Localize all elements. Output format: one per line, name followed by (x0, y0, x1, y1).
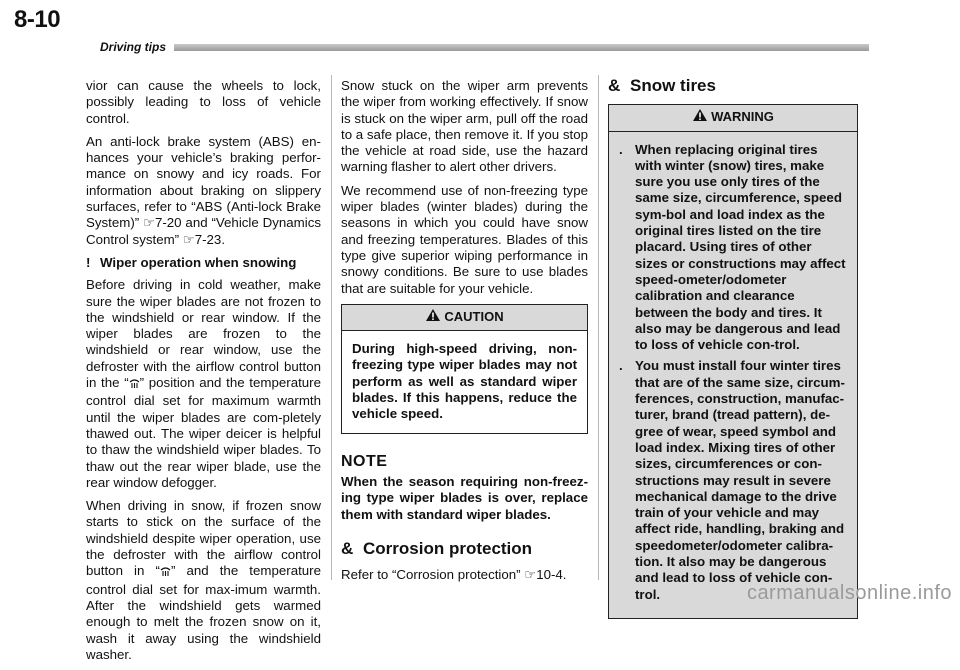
page-header (14, 6, 960, 54)
section-marker: & (608, 76, 621, 95)
warning-item (619, 358, 847, 602)
column-divider (331, 75, 332, 580)
column-right (608, 78, 858, 627)
bullet: . (619, 358, 623, 374)
heading-label: Corrosion protection (363, 538, 533, 558)
paragraph-winter-blades: We recommend use of non-freezing type wiper blades (winter blades) during the seasons in which you could have snow and freezing temperatures. Blades of this type give superior wiping performance in snowy conditions. Be sure to use blades that are suitable for your vehicle. (341, 182, 588, 296)
subheading-wiper (86, 255, 321, 271)
heading-snow-tires (608, 78, 858, 94)
warning-text: When replacing original tires with winter (snow) tires, make sure you use only tires of the same size, circumference, speed sym-bol and load index as the original tires listed on the tire placard. Using tires of other sizes or constructions may affect speed-ometer/odometer calibration and clearance between the body and tires. It also may be dangerous and lead to loss of vehicle con-trol. (635, 141, 846, 353)
warning-item (619, 142, 847, 354)
paragraph-frozen-wipers: Before driving in cold weather, make sure the wiper blades are not frozen to the windshield or rear window. If the wiper blades are frozen to the windshield or rear window, use the defroster with the airflow control button in the “ ” position and the temperature control dial set for maximum warmth until the wiper blades are com-pletely thawed out. The wiper deicer is helpful to thaw the windshield wiper blades. To thaw out the rear wiper blade, use the rear window defogger. (86, 277, 321, 490)
bullet: . (619, 141, 623, 157)
caution-box (341, 304, 588, 434)
subheading-label: Wiper operation when snowing (100, 254, 297, 270)
caution-label: CAUTION (444, 308, 504, 324)
note-text: When the season requiring non-freez-ing type wiper blades is over, replace them with standard wiper blades. (341, 473, 588, 522)
caution-body (342, 331, 587, 432)
warning-body (609, 132, 857, 618)
page-number: 8-10 (14, 6, 61, 33)
warning-triangle-icon (425, 308, 441, 326)
warning-label: WARNING (711, 109, 774, 125)
defroster-icon (129, 377, 140, 393)
defroster-icon (160, 565, 171, 581)
warning-text: You must install four winter tires that are of the same size, circum-ferences, construction, manufac-turer, brand (tread pattern), de-gree of wear, speed symbol and load index. Mixing tires of other sizes, circumferences or con-structions may result in severe mechanical damage to the drive train of your vehicle and may affect ride, handling, braking and speedometer/odometer calibra-tion. It also may be dangerous and lead to loss of vehicle con-trol. (635, 358, 845, 602)
watermark: carmanualsonline.info (746, 582, 952, 604)
column-middle (341, 78, 588, 590)
column-left (86, 78, 321, 670)
subheading-marker: ! (86, 254, 91, 270)
heading-label: Snow tires (630, 76, 716, 95)
note-title: NOTE (341, 452, 388, 470)
warning-header (609, 105, 857, 131)
paragraph-abs: An anti-lock brake system (ABS) en-hances your vehicle’s braking perfor-mance on snowy and icy roads. For information about braking on slippery surfaces, refer to “ABS (Anti-lock Brake System)” ☞7-20 and “Vehicle Dynamics Control system” ☞7-23. (86, 133, 321, 247)
section-title: Driving tips (100, 40, 167, 54)
column-divider (598, 75, 599, 580)
paragraph: vior can cause the wheels to lock, possibly leading to loss of vehicle control. (86, 78, 321, 126)
paragraph-snow-driving: When driving in snow, if frozen snow starts to stick on the surface of the windshield despite wiper operation, use the defroster with the airflow control button in “ ” and the temperature control dial set for max-imum warmth. After the windshield gets warmed enough to melt the frozen snow on it, wash it away using the windshield washer. (86, 498, 322, 662)
section-marker: & (341, 538, 354, 558)
header-rule (174, 44, 869, 51)
paragraph-corrosion: Refer to “Corrosion protection” ☞10-4. (341, 567, 567, 583)
caution-text: During high-speed driving, non-freezing type wiper blades may not perform as well as standard wiper blades. If this happens, reduce the vehicle speed. (352, 341, 577, 422)
warning-box (608, 104, 858, 619)
warning-triangle-icon (692, 108, 708, 126)
paragraph-wiper-arm: Snow stuck on the wiper arm prevents the wiper from working effectively. If snow is stuck on the wiper arm, pull off the road to a safe place, then remove it. If you stop the vehicle at road side, use the hazard warning flasher to alert other drivers. (341, 78, 588, 175)
caution-header (342, 305, 587, 331)
heading-corrosion (341, 538, 588, 558)
